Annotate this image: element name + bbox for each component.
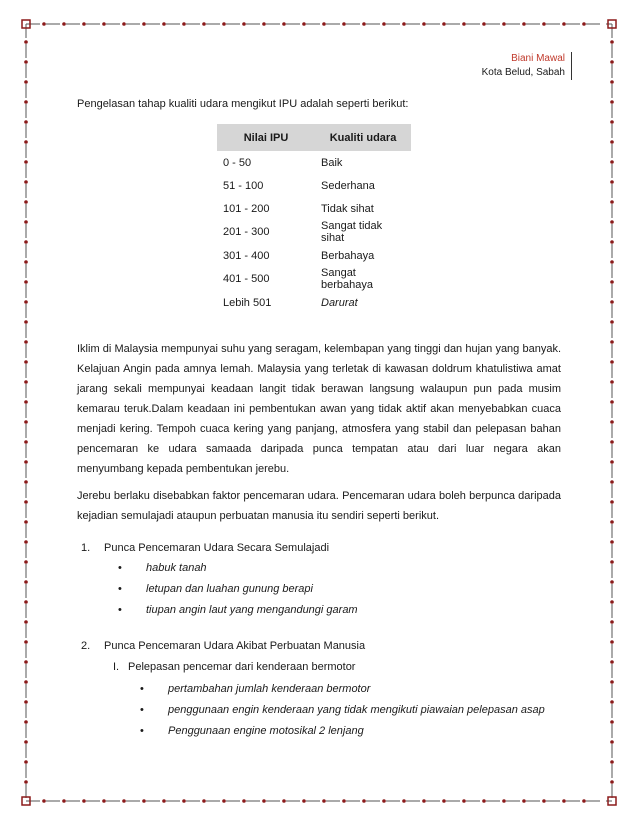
border-ornament bbox=[162, 22, 166, 26]
border-ornament bbox=[162, 799, 166, 803]
border-ornament bbox=[610, 680, 614, 684]
border-ornament bbox=[24, 640, 28, 644]
border-ornament bbox=[24, 560, 28, 564]
subsection-number: I. bbox=[113, 661, 120, 673]
bullet-text: penggunaan engin kenderaan yang tidak mengikuti piawaian pelepasan asap bbox=[168, 704, 545, 716]
border-ornament bbox=[24, 340, 28, 344]
bullet-icon: • bbox=[118, 562, 122, 574]
border-ornament bbox=[182, 799, 186, 803]
border-ornament bbox=[24, 780, 28, 784]
border-ornament bbox=[24, 300, 28, 304]
border-ornament bbox=[382, 22, 386, 26]
bullet-icon: • bbox=[118, 604, 122, 616]
border-ornament bbox=[610, 340, 614, 344]
border-ornament bbox=[482, 799, 486, 803]
border-ornament bbox=[342, 799, 346, 803]
border-ornament bbox=[362, 799, 366, 803]
border-ornament bbox=[342, 22, 346, 26]
border-ornament bbox=[102, 22, 106, 26]
border-ornament bbox=[302, 22, 306, 26]
intro-text: Pengelasan tahap kualiti udara mengikut IPU adalah seperti berikut: bbox=[77, 98, 409, 110]
border-ornament bbox=[42, 22, 46, 26]
border-ornament bbox=[24, 580, 28, 584]
border-ornament bbox=[24, 100, 28, 104]
border-ornament bbox=[562, 799, 566, 803]
border-ornament bbox=[402, 22, 406, 26]
border-ornament bbox=[122, 22, 126, 26]
border-ornament bbox=[24, 180, 28, 184]
air-quality: Sangat tidak sihat bbox=[321, 220, 383, 244]
border-ornament bbox=[610, 600, 614, 604]
border-ornament bbox=[610, 580, 614, 584]
border-ornament bbox=[610, 80, 614, 84]
ipu-value: 0 - 50 bbox=[223, 156, 252, 169]
border-ornament bbox=[142, 22, 146, 26]
border-ornament bbox=[610, 420, 614, 424]
bullet-text: Penggunaan engine motosikal 2 lenjang bbox=[168, 725, 364, 737]
air-quality: Tidak sihat bbox=[321, 202, 374, 215]
border-ornament bbox=[610, 500, 614, 504]
table-row bbox=[217, 267, 411, 291]
border-ornament bbox=[610, 560, 614, 564]
border-ornament bbox=[24, 600, 28, 604]
bullet-text: habuk tanah bbox=[146, 562, 207, 574]
border-ornament bbox=[82, 799, 86, 803]
border-ornament bbox=[582, 22, 586, 26]
border-ornament bbox=[302, 799, 306, 803]
border-ornament bbox=[24, 200, 28, 204]
paragraph-jerebu: Jerebu berlaku disebabkan faktor pencemaran udara. Pencemaran udara boleh berpunca daripada kejadian semulajadi ataupun perbuatan manusia itu sendiri seperti berikut. bbox=[77, 490, 561, 522]
border-ornament bbox=[24, 260, 28, 264]
border-ornament bbox=[24, 400, 28, 404]
header-nilai-ipu: Nilai IPU bbox=[217, 124, 315, 151]
bullet-icon: • bbox=[118, 583, 122, 595]
table-row bbox=[217, 174, 411, 197]
table-row bbox=[217, 197, 411, 220]
border-ornament bbox=[610, 660, 614, 664]
border-ornament bbox=[610, 380, 614, 384]
air-quality: Darurat bbox=[321, 296, 358, 309]
border-ornament bbox=[610, 540, 614, 544]
list-item bbox=[140, 725, 364, 737]
subsection-title: Pelepasan pencemar dari kenderaan bermotor bbox=[128, 661, 356, 673]
ipu-value: 51 - 100 bbox=[223, 179, 264, 192]
border-ornament bbox=[562, 22, 566, 26]
list-item bbox=[118, 604, 358, 616]
bullet-icon: • bbox=[140, 683, 144, 695]
border-ornament bbox=[242, 799, 246, 803]
list-item bbox=[118, 562, 207, 574]
border-ornament bbox=[362, 22, 366, 26]
air-quality: Baik bbox=[321, 156, 343, 169]
border-ornament bbox=[610, 140, 614, 144]
border-ornament bbox=[24, 480, 28, 484]
list-item bbox=[140, 704, 545, 716]
ipu-value: 301 - 400 bbox=[223, 249, 270, 262]
border-ornament bbox=[610, 780, 614, 784]
border-ornament bbox=[322, 799, 326, 803]
border-ornament bbox=[442, 22, 446, 26]
document-header bbox=[482, 52, 572, 80]
border-ornament bbox=[24, 220, 28, 224]
border-ornament bbox=[582, 799, 586, 803]
table-row bbox=[217, 220, 411, 244]
border-ornament bbox=[610, 760, 614, 764]
border-ornament bbox=[610, 720, 614, 724]
border-ornament bbox=[610, 120, 614, 124]
border-ornament bbox=[610, 460, 614, 464]
table-header-row bbox=[217, 124, 411, 151]
border-ornament bbox=[24, 380, 28, 384]
border-ornament bbox=[24, 280, 28, 284]
border-ornament bbox=[202, 22, 206, 26]
list-item bbox=[140, 683, 371, 695]
border-ornament bbox=[62, 22, 66, 26]
border-ornament bbox=[522, 22, 526, 26]
border-ornament bbox=[282, 799, 286, 803]
border-ornament bbox=[610, 480, 614, 484]
border-ornament bbox=[262, 22, 266, 26]
border-ornament bbox=[442, 799, 446, 803]
border-ornament bbox=[610, 440, 614, 444]
table-row bbox=[217, 244, 411, 267]
border-ornament bbox=[322, 22, 326, 26]
border-ornament bbox=[142, 799, 146, 803]
border-ornament bbox=[82, 22, 86, 26]
border-ornament bbox=[610, 160, 614, 164]
border-ornament bbox=[610, 400, 614, 404]
border-ornament bbox=[222, 799, 226, 803]
section2-title: Punca Pencemaran Udara Akibat Perbuatan Manusia bbox=[104, 640, 366, 652]
bullet-icon: • bbox=[140, 704, 144, 716]
border-ornament bbox=[242, 22, 246, 26]
ipu-value: 401 - 500 bbox=[223, 273, 270, 285]
border-ornament bbox=[402, 799, 406, 803]
border-ornament bbox=[102, 799, 106, 803]
border-ornament bbox=[610, 740, 614, 744]
border-ornament bbox=[24, 760, 28, 764]
border-ornament bbox=[24, 320, 28, 324]
border-ornament bbox=[502, 22, 506, 26]
border-ornament bbox=[462, 22, 466, 26]
border-ornament bbox=[182, 22, 186, 26]
border-ornament bbox=[502, 799, 506, 803]
border-ornament bbox=[610, 220, 614, 224]
air-quality: Berbahaya bbox=[321, 249, 375, 262]
border-ornament bbox=[610, 320, 614, 324]
border-ornament bbox=[24, 680, 28, 684]
section1-number: 1. bbox=[81, 542, 91, 554]
air-quality: Sangat berbahaya bbox=[321, 267, 373, 291]
header-kualiti-udara: Kualiti udara bbox=[315, 124, 411, 151]
border-ornament bbox=[610, 40, 614, 44]
border-ornament bbox=[522, 799, 526, 803]
border-ornament bbox=[202, 799, 206, 803]
bullet-text: letupan dan luahan gunung berapi bbox=[146, 583, 313, 595]
ipu-value: 201 - 300 bbox=[223, 226, 270, 238]
ipu-value: 101 - 200 bbox=[223, 202, 270, 215]
border-ornament bbox=[24, 620, 28, 624]
border-ornament bbox=[542, 22, 546, 26]
border-ornament bbox=[24, 420, 28, 424]
border-ornament bbox=[24, 440, 28, 444]
border-ornament bbox=[24, 720, 28, 724]
border-ornament bbox=[610, 100, 614, 104]
section1-title: Punca Pencemaran Udara Secara Semulajadi bbox=[104, 542, 330, 554]
border-ornament bbox=[24, 540, 28, 544]
border-ornament bbox=[24, 740, 28, 744]
paragraph-iklim: Iklim di Malaysia mempunyai suhu yang seragam, kelembapan yang tinggi dan hujan yang banyak. Kelajuan Angin pada amnya lemah. Malaysia yang terletak di kawasan doldrum khatulistiwa amat jarang sekali mempunyai keadaan langit tidak berawan langsung walaupun pun pada musim kemarau teruk.Dalam keadaan ini pembentukan awan yang tidak aktif akan menyebabkan cuaca menjadi kering. Tempoh cuaca kering yang panjang, atmosfera yang stabil dan pelepasan bahan pencemaran ke udara samaada daripada punca tempatan atau dari luar negara akan menyumbang kepada pembentukan jerebu. bbox=[77, 343, 561, 475]
bullet-text: pertambahan jumlah kenderaan bermotor bbox=[168, 683, 371, 695]
border-ornament bbox=[24, 460, 28, 464]
border-ornament bbox=[422, 22, 426, 26]
border-ornament bbox=[24, 240, 28, 244]
border-ornament bbox=[610, 260, 614, 264]
border-ornament bbox=[24, 700, 28, 704]
ipu-value: Lebih 501 bbox=[223, 296, 272, 309]
border-ornament bbox=[610, 620, 614, 624]
border-ornament bbox=[24, 500, 28, 504]
border-ornament bbox=[282, 22, 286, 26]
border-ornament bbox=[482, 22, 486, 26]
list-item bbox=[118, 583, 313, 595]
border-ornament bbox=[610, 700, 614, 704]
border-ornament bbox=[610, 200, 614, 204]
border-ornament bbox=[610, 360, 614, 364]
section2-number: 2. bbox=[81, 640, 91, 652]
border-ornament bbox=[610, 300, 614, 304]
border-ornament bbox=[610, 240, 614, 244]
border-ornament bbox=[222, 22, 226, 26]
border-ornament bbox=[122, 799, 126, 803]
border-ornament bbox=[610, 180, 614, 184]
border-ornament bbox=[24, 160, 28, 164]
border-ornament bbox=[24, 120, 28, 124]
border-ornament bbox=[24, 60, 28, 64]
ipu-table bbox=[217, 124, 411, 314]
table-row bbox=[217, 291, 411, 314]
border-ornament bbox=[24, 660, 28, 664]
border-ornament bbox=[24, 520, 28, 524]
bullet-icon: • bbox=[140, 725, 144, 737]
border-ornament bbox=[610, 520, 614, 524]
bullet-text: tiupan angin laut yang mengandungi garam bbox=[146, 604, 358, 616]
border-ornament bbox=[24, 140, 28, 144]
border-ornament bbox=[24, 80, 28, 84]
table-row bbox=[217, 151, 411, 174]
border-ornament bbox=[24, 40, 28, 44]
border-ornament bbox=[462, 799, 466, 803]
author-location: Kota Belud, Sabah bbox=[481, 67, 565, 78]
border-ornament bbox=[610, 280, 614, 284]
border-ornament bbox=[24, 360, 28, 364]
border-ornament bbox=[610, 640, 614, 644]
border-ornament bbox=[62, 799, 66, 803]
border-ornament bbox=[610, 60, 614, 64]
border-ornament bbox=[542, 799, 546, 803]
border-ornament bbox=[262, 799, 266, 803]
author-name: Biani Mawal bbox=[511, 53, 565, 64]
border-ornament bbox=[382, 799, 386, 803]
border-ornament bbox=[422, 799, 426, 803]
border-ornament bbox=[42, 799, 46, 803]
air-quality: Sederhana bbox=[321, 179, 375, 192]
